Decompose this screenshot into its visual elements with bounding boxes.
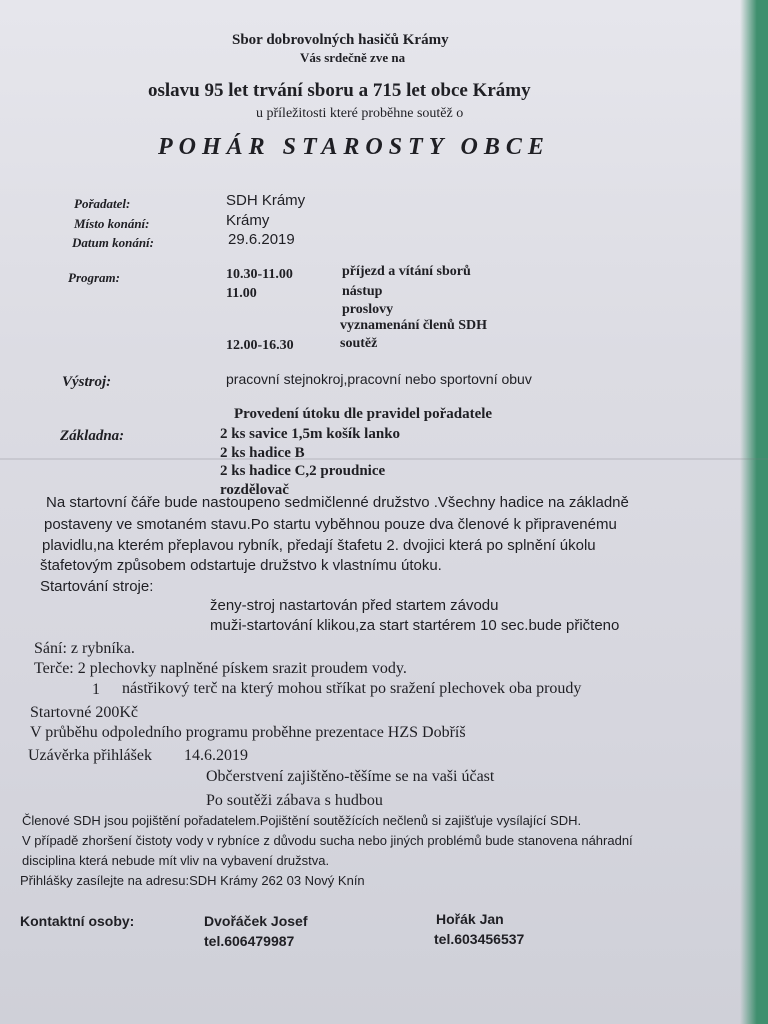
presentation-line: V průběhu odpoledního programu proběhne prezentace HZS Dobříš: [30, 724, 466, 741]
place-value: Krámy: [226, 212, 270, 229]
contact-phone: tel.606479987: [204, 933, 295, 949]
contact-phone: tel.603456537: [434, 931, 525, 947]
contact-name: Dvořáček Josef: [204, 913, 308, 929]
deadline-value: 14.6.2019: [184, 747, 248, 764]
start-men: muži-startování klikou,za start startérem 10 sec.bude přičteno: [210, 617, 620, 634]
celebration-line: oslavu 95 let trvání sboru a 715 let obce Krámy: [148, 80, 531, 101]
note-line: Přihlášky zasílejte na adresu:SDH Krámy 262 03 Nový Knín: [20, 873, 365, 888]
program-time: 12.00-16.30: [226, 338, 294, 353]
target-number: 1: [92, 681, 100, 698]
program-event: proslovy: [342, 302, 394, 317]
body-line: plavidlu,na kterém přeplavou rybník, předají štafetu 2. dvojici která po splnění úkolu: [42, 537, 596, 554]
date-label: Datum konání:: [72, 235, 154, 250]
program-time: 10.30-11.00: [226, 267, 293, 282]
body-line: Na startovní čáře bude nastoupeno sedmičlenné družstvo .Všechny hadice na základně: [46, 494, 629, 511]
invite-line: Vás srdečně zve na: [300, 50, 406, 65]
refreshment-line: Občerstvení zajištěno-těšíme se na vaši účast: [206, 768, 495, 785]
note-line: V případě zhoršení čistoty vody v rybníce z důvodu sucha nebo jiných problémů bude stanovena náhradní: [22, 833, 633, 848]
attack-heading: Provedení útoku dle pravidel pořadatele: [234, 406, 493, 422]
organizer-value: SDH Krámy: [226, 192, 306, 209]
start-label: Startování stroje:: [40, 578, 154, 595]
base-item: 2 ks hadice B: [220, 445, 305, 461]
base-item: rozdělovač: [220, 482, 289, 498]
base-label: Základna:: [60, 428, 125, 444]
body-line: postaveny ve smotaném stavu.Po startu vyběhnou pouze dva členové k připravenému: [44, 516, 617, 533]
page-title: POHÁR STAROSTY OBCE: [158, 134, 550, 160]
suction-line: Sání: z rybníka.: [34, 640, 135, 657]
occasion-line: u příležitosti které proběhne soutěž o: [256, 106, 464, 121]
contact-name: Hořák Jan: [436, 911, 504, 927]
program-event: nástup: [342, 284, 383, 299]
program-event: soutěž: [340, 336, 378, 351]
note-line: disciplina která nebude mít vliv na vybavení družstva.: [22, 853, 330, 868]
targets-line: Terče: 2 plechovky naplněné pískem srazit proudem vody.: [34, 660, 407, 677]
program-time: 11.00: [226, 286, 257, 301]
base-item: 2 ks hadice C,2 proudnice: [220, 463, 386, 479]
note-line: Členové SDH jsou pojištění pořadatelem.Pojištění soutěžících nečlenů si zajišťuje vysílající SDH.: [22, 813, 582, 828]
date-value: 29.6.2019: [228, 231, 295, 248]
organizer-label: Pořadatel:: [74, 196, 131, 211]
program-label: Program:: [68, 270, 120, 285]
target-desc: nástřikový terč na který mohou stříkat po sražení plechovek oba proudy: [122, 680, 582, 697]
equipment-label: Výstroj:: [62, 374, 112, 390]
program-event: vyznamenání členů SDH: [340, 318, 488, 333]
equipment-value: pracovní stejnokroj,pracovní nebo sportovní obuv: [226, 371, 532, 387]
fee-line: Startovné 200Kč: [30, 704, 138, 721]
party-line: Po soutěži zábava s hudbou: [206, 792, 383, 809]
start-women: ženy-stroj nastartován před startem závodu: [210, 597, 499, 614]
contacts-label: Kontaktní osoby:: [20, 913, 135, 929]
program-event: příjezd a vítání sborů: [342, 264, 471, 279]
org-name: Sbor dobrovolných hasičů Krámy: [232, 32, 449, 48]
place-label: Místo konání:: [74, 216, 150, 231]
deadline-label: Uzávěrka přihlášek: [28, 747, 152, 764]
base-item: 2 ks savice 1,5m košík lanko: [220, 426, 401, 442]
background-edge: [740, 0, 768, 1024]
body-line: štafetovým způsobem odstartuje družstvo k vlastnímu útoku.: [40, 557, 442, 574]
paper-fold: [0, 458, 768, 460]
